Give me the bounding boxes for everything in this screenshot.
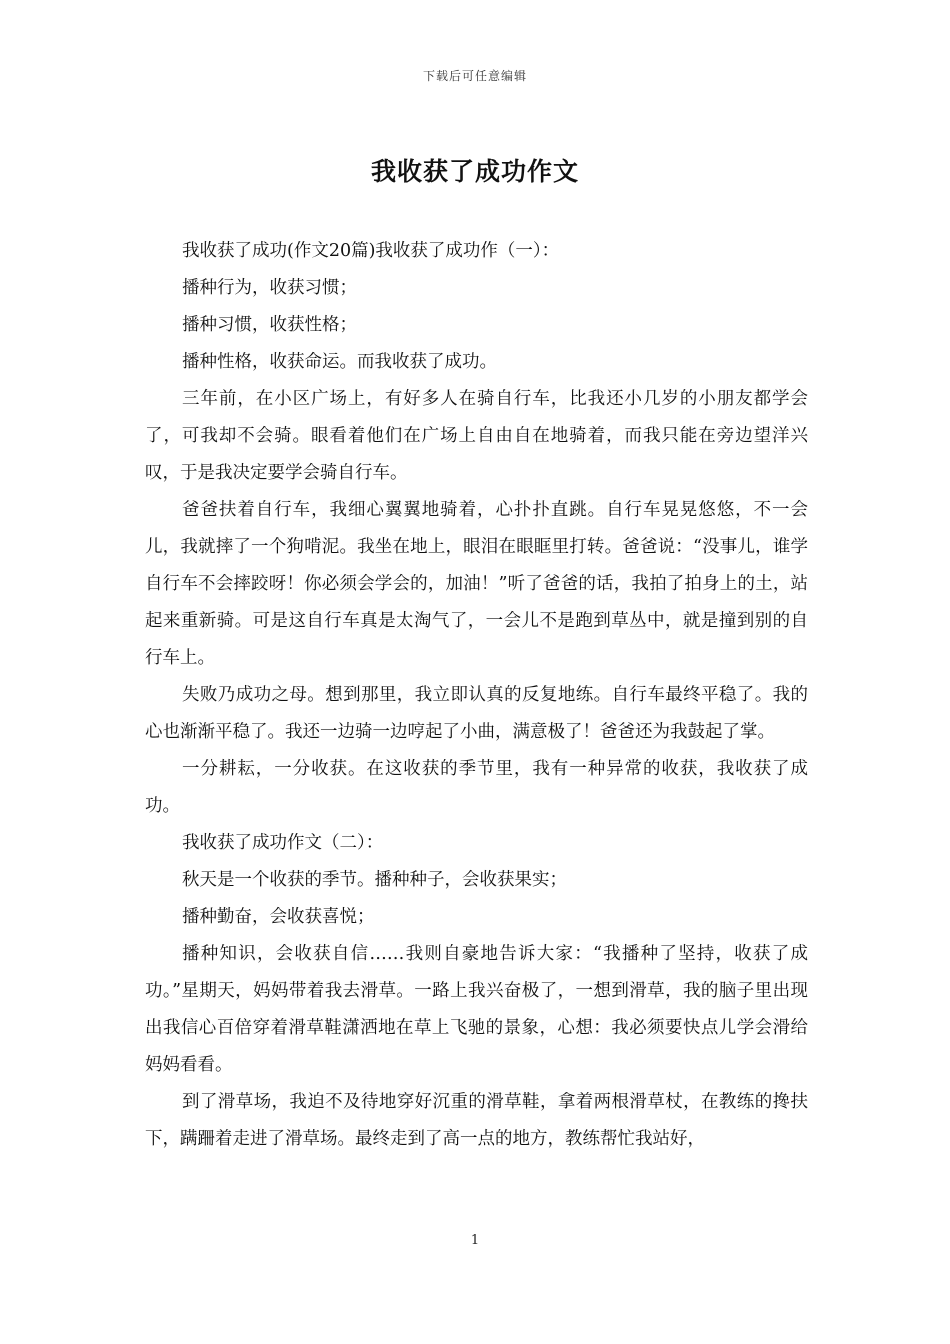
paragraph: 失败乃成功之母。想到那里，我立即认真的反复地练。自行车最终平稳了。我的心也渐渐平稳了。我还一边骑一边哼起了小曲，满意极了！爸爸还为我鼓起了掌。 — [145, 685, 808, 742]
document-body — [145, 233, 808, 1158]
page-number: 1 — [470, 1233, 480, 1248]
paragraph: 播种勤奋，会收获喜悦； — [182, 907, 375, 927]
paragraph: 一分耕耘，一分收获。在这收获的季节里，我有一种异常的收获，我收获了成功。 — [145, 759, 808, 816]
document-title: 我收获了成功作文 — [370, 157, 579, 186]
page-header-note: 下载后可任意编辑 — [422, 69, 527, 83]
paragraph: 爸爸扶着自行车，我细心翼翼地骑着，心扑扑直跳。自行车晃晃悠悠，不一会儿，我就摔了一个狗啃泥。我坐在地上，眼泪在眼眶里打转。爸爸说：“没事儿，谁学自行车不会摔跤呀！你必须会学会的，加油！”听了爸爸的话，我拍了拍身上的土，站起来重新骑。可是这自行车真是太淘气了，一会儿不是跑到草丛中，就是撞到别的自行车上。 — [145, 500, 808, 668]
paragraph: 三年前，在小区广场上，有好多人在骑自行车，比我还小几岁的小朋友都学会了，可我却不会骑。眼看着他们在广场上自由自在地骑着，而我只能在旁边望洋兴叹，于是我决定要学会骑自行车。 — [145, 389, 808, 483]
paragraph: 播种性格，收获命运。而我收获了成功。 — [182, 352, 497, 372]
paragraph: 秋天是一个收获的季节。播种种子，会收获果实； — [182, 870, 567, 890]
paragraph: 播种行为，收获习惯； — [182, 278, 357, 298]
paragraph: 播种习惯，收获性格； — [182, 315, 357, 335]
paragraph: 我收获了成功作文（二）： — [182, 833, 384, 853]
paragraph: 到了滑草场，我迫不及待地穿好沉重的滑草鞋，拿着两根滑草杖，在教练的搀扶下，蹒跚着走进了滑草场。最终走到了高一点的地方，教练帮忙我站好， — [145, 1092, 808, 1149]
paragraph: 播种知识，会收获自信……我则自豪地告诉大家：“我播种了坚持，收获了成功。”星期天，妈妈带着我去滑草。一路上我兴奋极了，一想到滑草，我的脑子里出现出我信心百倍穿着滑草鞋潇洒地在草上飞驰的景象，心想：我必须要快点儿学会滑给妈妈看看。 — [145, 944, 808, 1075]
paragraph: 我收获了成功(作文20篇)我收获了成功作（一）： — [182, 241, 560, 261]
